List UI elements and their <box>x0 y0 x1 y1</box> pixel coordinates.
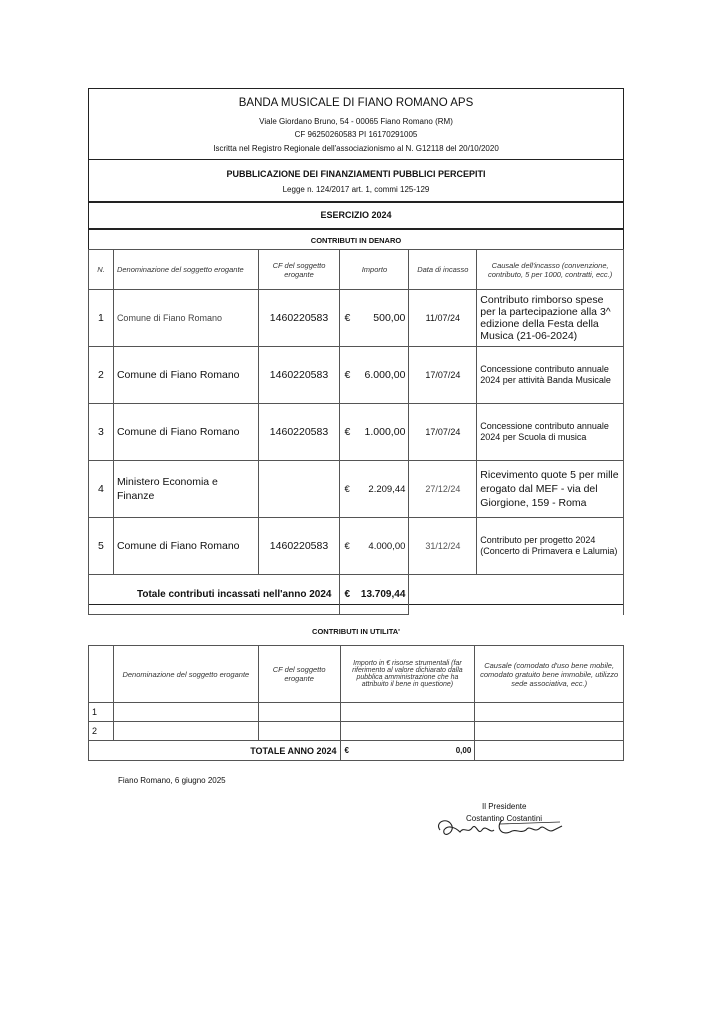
row-number: 2 <box>89 722 114 741</box>
org-name: BANDA MUSICALE DI FIANO ROMANO APS <box>238 97 474 109</box>
row-amount <box>340 347 409 404</box>
row-date: 11/07/24 <box>409 290 477 347</box>
place-date: Fiano Romano, 6 giugno 2025 <box>118 776 226 785</box>
total-value: 0,00 <box>455 746 472 755</box>
row-name: Ministero Economia e Finanze <box>113 461 258 518</box>
divider <box>89 159 623 160</box>
publication-title: PUBBLICAZIONE DEI FINANZIAMENTI PUBBLICI PERCEPITI <box>226 169 486 179</box>
total-row <box>89 575 624 615</box>
table-row <box>89 461 624 518</box>
row-name: Comune di Fiano Romano <box>113 347 258 404</box>
table-header-row <box>89 250 624 290</box>
org-address: Viale Giordano Bruno, 54 - 00065 Fiano Romano (RM) <box>259 117 453 126</box>
amount-value: 6.000,00 <box>364 369 406 381</box>
law-reference: Legge n. 124/2017 art. 1, commi 125-129 <box>282 185 430 194</box>
header-amount: Importo <box>340 250 409 290</box>
empty-cell <box>258 722 340 741</box>
empty-cell <box>475 722 624 741</box>
currency-symbol: € <box>344 589 351 600</box>
table-row <box>89 703 624 722</box>
currency-symbol: € <box>344 426 351 438</box>
empty-cell <box>475 741 624 761</box>
empty-cell <box>340 722 475 741</box>
table-row <box>89 518 624 575</box>
row-date: 17/07/24 <box>409 347 477 404</box>
amount-value: 2.209,44 <box>368 483 406 495</box>
handwritten-signature <box>430 812 580 842</box>
currency-symbol: € <box>344 312 351 324</box>
row-number: 2 <box>89 347 114 404</box>
section-title-utility: CONTRIBUTI IN UTILITA' <box>312 627 400 636</box>
empty-cell <box>475 703 624 722</box>
document-frame <box>88 88 624 605</box>
row-cf: 1460220583 <box>258 290 340 347</box>
utility-contributions-table <box>88 645 624 761</box>
signatory-role: Il Presidente <box>482 802 527 811</box>
row-amount <box>340 290 409 347</box>
table-row <box>89 404 624 461</box>
divider <box>89 201 623 203</box>
empty-cell <box>340 703 475 722</box>
amount-value: 500,00 <box>373 312 406 324</box>
total-amount <box>340 741 475 761</box>
row-reason: Concessione contributo annuale 2024 per attività Banda Musicale <box>477 347 624 404</box>
row-cf: 1460220583 <box>258 518 340 575</box>
org-tax-ids: CF 96250260583 PI 16170291005 <box>294 130 418 139</box>
row-reason: Ricevimento quote 5 per mille erogato dal MEF - via del Giorgione, 159 - Roma <box>477 461 624 518</box>
header-n <box>89 646 114 703</box>
row-cf: 1460220583 <box>258 347 340 404</box>
empty-cell <box>258 703 340 722</box>
row-reason: Contributo per progetto 2024 (Concerto di Primavera e Lalumia) <box>477 518 624 575</box>
row-reason: Contributo rimborso spese per la partecipazione alla 3^ edizione della Festa della Musica (21-06-2024) <box>477 290 624 347</box>
currency-symbol: € <box>344 746 349 755</box>
row-date: 31/12/24 <box>409 518 477 575</box>
row-number: 3 <box>89 404 114 461</box>
header-n: N. <box>89 250 114 290</box>
total-row <box>89 741 624 761</box>
empty-cell <box>409 575 624 615</box>
currency-symbol: € <box>344 369 351 381</box>
cash-contributions-table <box>88 249 624 615</box>
empty-cell <box>113 722 258 741</box>
header-date: Data di incasso <box>409 250 477 290</box>
row-amount <box>340 461 409 518</box>
header-cf: CF del soggetto erogante <box>258 250 340 290</box>
total-label: Totale contributi incassati nell'anno 2024 <box>89 575 340 615</box>
header-reason: Causale dell'incasso (convenzione, contributo, 5 per 1000, contratti, ecc.) <box>477 250 624 290</box>
row-cf <box>258 461 340 518</box>
table-row <box>89 347 624 404</box>
fiscal-year: ESERCIZIO 2024 <box>320 210 392 220</box>
divider <box>89 228 623 230</box>
empty-cell <box>113 703 258 722</box>
table-row <box>89 722 624 741</box>
table-header-row <box>89 646 624 703</box>
row-date: 17/07/24 <box>409 404 477 461</box>
currency-symbol: € <box>344 483 350 495</box>
header-reason: Causale (comodato d'uso bene mobile, comodato gratuito bene immobile, utilizzo sede associativa, ecc.) <box>475 646 624 703</box>
row-name: Comune di Fiano Romano <box>113 404 258 461</box>
header-cf: CF del soggetto erogante <box>258 646 340 703</box>
table-row <box>89 290 624 347</box>
amount-value: 1.000,00 <box>364 426 406 438</box>
section-title-cash: CONTRIBUTI IN DENARO <box>310 236 402 245</box>
total-amount <box>340 575 409 615</box>
row-cf: 1460220583 <box>258 404 340 461</box>
header-amount: Importo in € risorse strumentali (far riferimento al valore dichiarato dalla pubblica amministrazione che ha attribuito il bene in questione) <box>340 646 475 703</box>
currency-symbol: € <box>344 540 350 552</box>
header-name: Denominazione del soggetto erogante <box>113 250 258 290</box>
row-name: Comune di Fiano Romano <box>113 518 258 575</box>
row-number: 5 <box>89 518 114 575</box>
row-date: 27/12/24 <box>409 461 477 518</box>
row-number: 1 <box>89 290 114 347</box>
header-name: Denominazione del soggetto erogante <box>113 646 258 703</box>
signatory-name: Costantino Costantini <box>466 814 543 823</box>
org-registry: Iscritta nel Registro Regionale dell'associazionismo al N. G12118 del 20/10/2020 <box>213 144 499 153</box>
row-reason: Concessione contributo annuale 2024 per Scuola di musica <box>477 404 624 461</box>
row-number: 4 <box>89 461 114 518</box>
amount-value: 4.000,00 <box>368 540 406 552</box>
total-value: 13.709,44 <box>360 589 406 600</box>
row-amount <box>340 404 409 461</box>
total-label: TOTALE ANNO 2024 <box>89 741 341 761</box>
row-name: Comune di Fiano Romano <box>113 290 258 347</box>
row-number: 1 <box>89 703 114 722</box>
row-amount <box>340 518 409 575</box>
